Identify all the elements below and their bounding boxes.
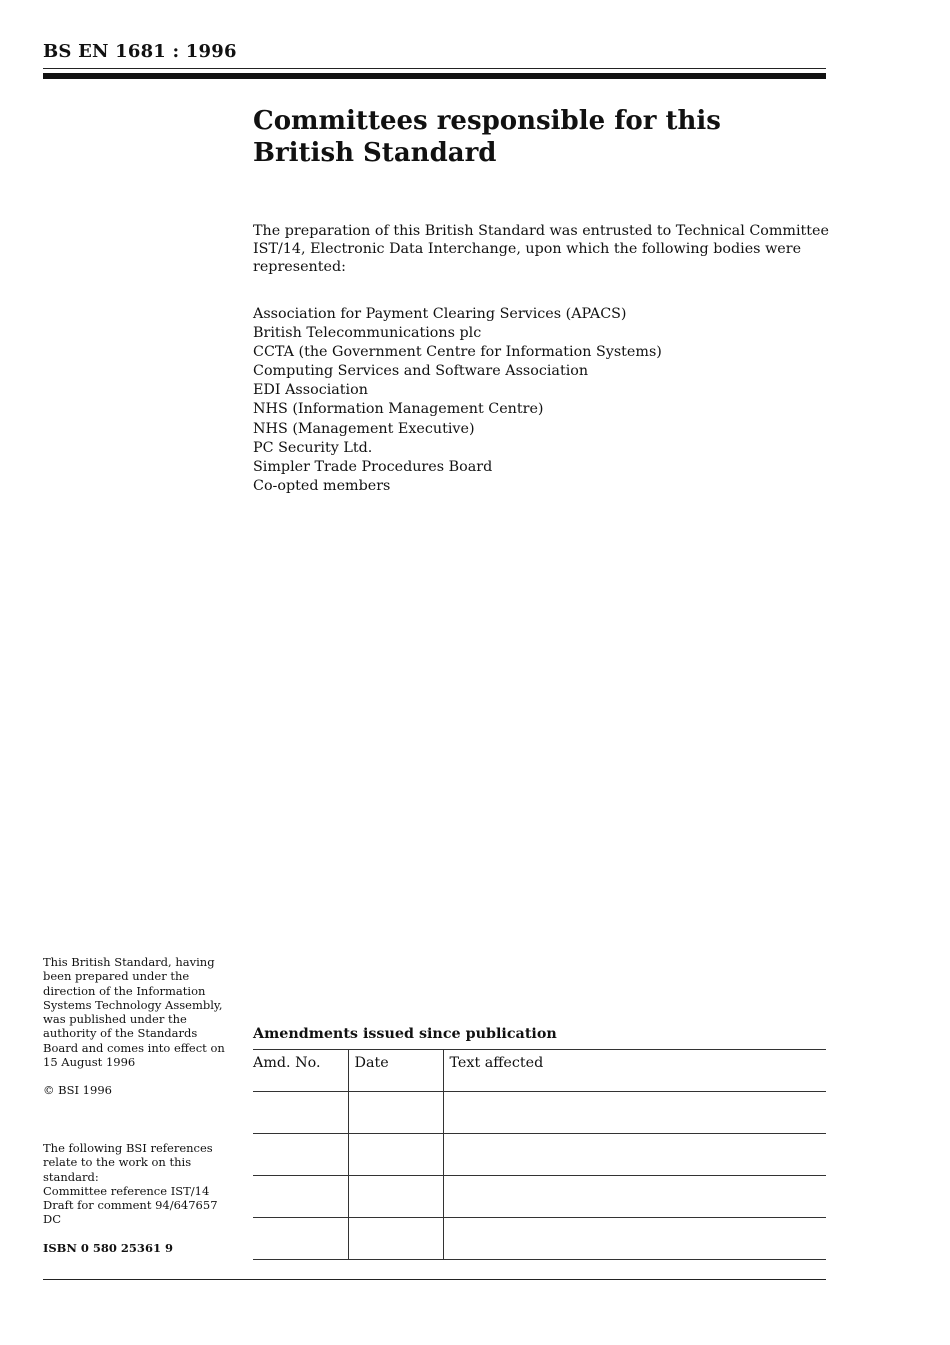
table-cell xyxy=(348,1218,443,1260)
table-cell xyxy=(253,1218,348,1260)
list-item: Association for Payment Clearing Services (APACS) xyxy=(253,306,627,322)
amendments-title: Amendments issued since publication xyxy=(253,1026,557,1042)
table-cell xyxy=(253,1176,348,1218)
amendments-table xyxy=(253,1049,826,1260)
header-rule-thin xyxy=(43,68,826,69)
references-intro: The following BSI references relate to the work on this standard: xyxy=(43,1141,213,1184)
table-cell xyxy=(348,1092,443,1134)
table-cell xyxy=(443,1176,826,1218)
list-item: NHS (Information Management Centre) xyxy=(253,401,544,418)
column-header-amd-no: Amd. No. xyxy=(253,1050,348,1092)
document-code: BS EN 1681 : 1996 xyxy=(43,41,237,62)
table-cell xyxy=(348,1176,443,1218)
table-row xyxy=(253,1092,826,1134)
copyright-note: © BSI 1996 xyxy=(43,1083,112,1097)
committee-reference: Committee reference IST/14 xyxy=(43,1183,210,1198)
list-item: NHS (Management Executive) xyxy=(253,420,475,437)
publication-note: This British Standard, having been prepared under the direction of the Information Systems Technology Assembly, was published under the authority of the Standards Board and comes into effect on 15 August 1996 xyxy=(43,955,225,1070)
column-header-date: Date xyxy=(348,1050,443,1092)
list-item: British Telecommunications plc xyxy=(253,325,482,342)
column-header-text-affected: Text affected xyxy=(443,1050,826,1092)
table-cell xyxy=(253,1134,348,1176)
table-row xyxy=(253,1176,826,1218)
list-item: Computing Services and Software Association xyxy=(253,363,589,380)
list-item: CCTA (the Government Centre for Information Systems) xyxy=(253,344,662,361)
table-cell xyxy=(253,1092,348,1134)
page-title xyxy=(253,105,813,169)
table-row xyxy=(253,1218,826,1260)
table-cell xyxy=(348,1134,443,1176)
page-title-line2: British Standard xyxy=(253,138,497,168)
bsi-references-note xyxy=(43,1141,235,1227)
represented-bodies-list xyxy=(253,305,662,496)
header-rule-thick xyxy=(43,73,826,79)
table-cell xyxy=(443,1218,826,1260)
list-item: PC Security Ltd. xyxy=(253,439,373,456)
table-cell xyxy=(443,1134,826,1176)
isbn: ISBN 0 580 25361 9 xyxy=(43,1241,173,1255)
table-cell xyxy=(443,1092,826,1134)
intro-paragraph: The preparation of this British Standard was entrusted to Technical Committee IST/14, Electronic Data Interchange, upon which the following bodies were represented: xyxy=(253,223,829,275)
table-header-row xyxy=(253,1050,826,1092)
table-row xyxy=(253,1134,826,1176)
list-item: Co-opted members xyxy=(253,477,391,494)
list-item: EDI Association xyxy=(253,382,368,399)
footer-rule xyxy=(43,1279,826,1280)
draft-for-comment: Draft for comment 94/647657 DC xyxy=(43,1198,218,1227)
page-title-line1: Committees responsible for this xyxy=(253,106,721,136)
list-item: Simpler Trade Procedures Board xyxy=(253,458,493,475)
